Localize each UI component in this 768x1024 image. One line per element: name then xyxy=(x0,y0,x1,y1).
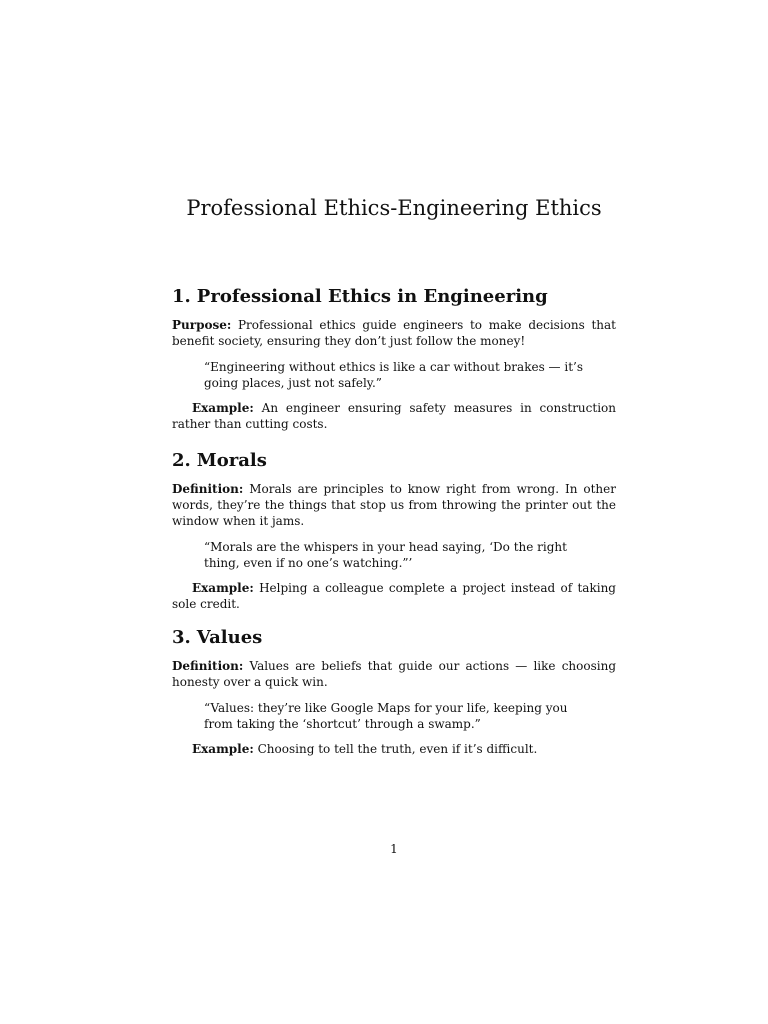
section-heading xyxy=(172,450,616,472)
definition-text: Morals are principles to know right from wrong. In other words, they’re the things that stop us from throwing the printer out the window when it jams. xyxy=(172,482,616,528)
section-quote: “Morals are the whispers in your head saying, ‘Do the right thing, even if no one’s watching.”’ xyxy=(204,540,567,570)
document-title: Professional Ethics-Engineering Ethics xyxy=(186,196,602,220)
example-paragraph xyxy=(172,580,616,612)
definition-paragraph xyxy=(172,658,616,690)
example-text: An engineer ensuring safety measures in construction rather than cutting costs. xyxy=(172,401,616,431)
section-number: 1. xyxy=(172,286,191,307)
section-quote: “Engineering without ethics is like a car without brakes — it’s going places, just not safely.” xyxy=(204,360,583,390)
section-professional-ethics xyxy=(172,286,616,432)
example-text: Helping a colleague complete a project instead of taking sole credit. xyxy=(172,581,616,611)
example-label: Example: xyxy=(192,401,254,415)
section-number: 3. xyxy=(172,627,191,648)
definition-text: Values are beliefs that guide our actions — like choosing honesty over a quick win. xyxy=(172,659,616,689)
section-title: Values xyxy=(196,627,263,648)
section-values xyxy=(172,627,616,757)
definition-label: Definition: xyxy=(172,482,244,496)
example-paragraph xyxy=(172,400,616,432)
section-quote: “Values: they’re like Google Maps for your life, keeping you from taking the ‘shortcut’ through a swamp.” xyxy=(204,701,568,731)
example-label: Example: xyxy=(192,581,254,595)
definition-label: Definition: xyxy=(172,659,244,673)
purpose-label: Purpose: xyxy=(172,318,232,332)
purpose-paragraph xyxy=(172,317,616,349)
section-title: Morals xyxy=(196,450,267,471)
example-paragraph xyxy=(172,741,616,757)
purpose-text: Professional ethics guide engineers to make decisions that benefit society, ensuring they don’t just follow the money! xyxy=(172,318,616,348)
section-morals xyxy=(172,450,616,612)
definition-paragraph xyxy=(172,481,616,529)
page-number: 1 xyxy=(390,842,398,856)
example-label: Example: xyxy=(192,742,254,756)
section-heading xyxy=(172,627,616,649)
section-number: 2. xyxy=(172,450,191,471)
section-heading xyxy=(172,286,616,308)
section-title: Professional Ethics in Engineering xyxy=(196,286,548,307)
example-text: Choosing to tell the truth, even if it’s difficult. xyxy=(257,742,538,756)
